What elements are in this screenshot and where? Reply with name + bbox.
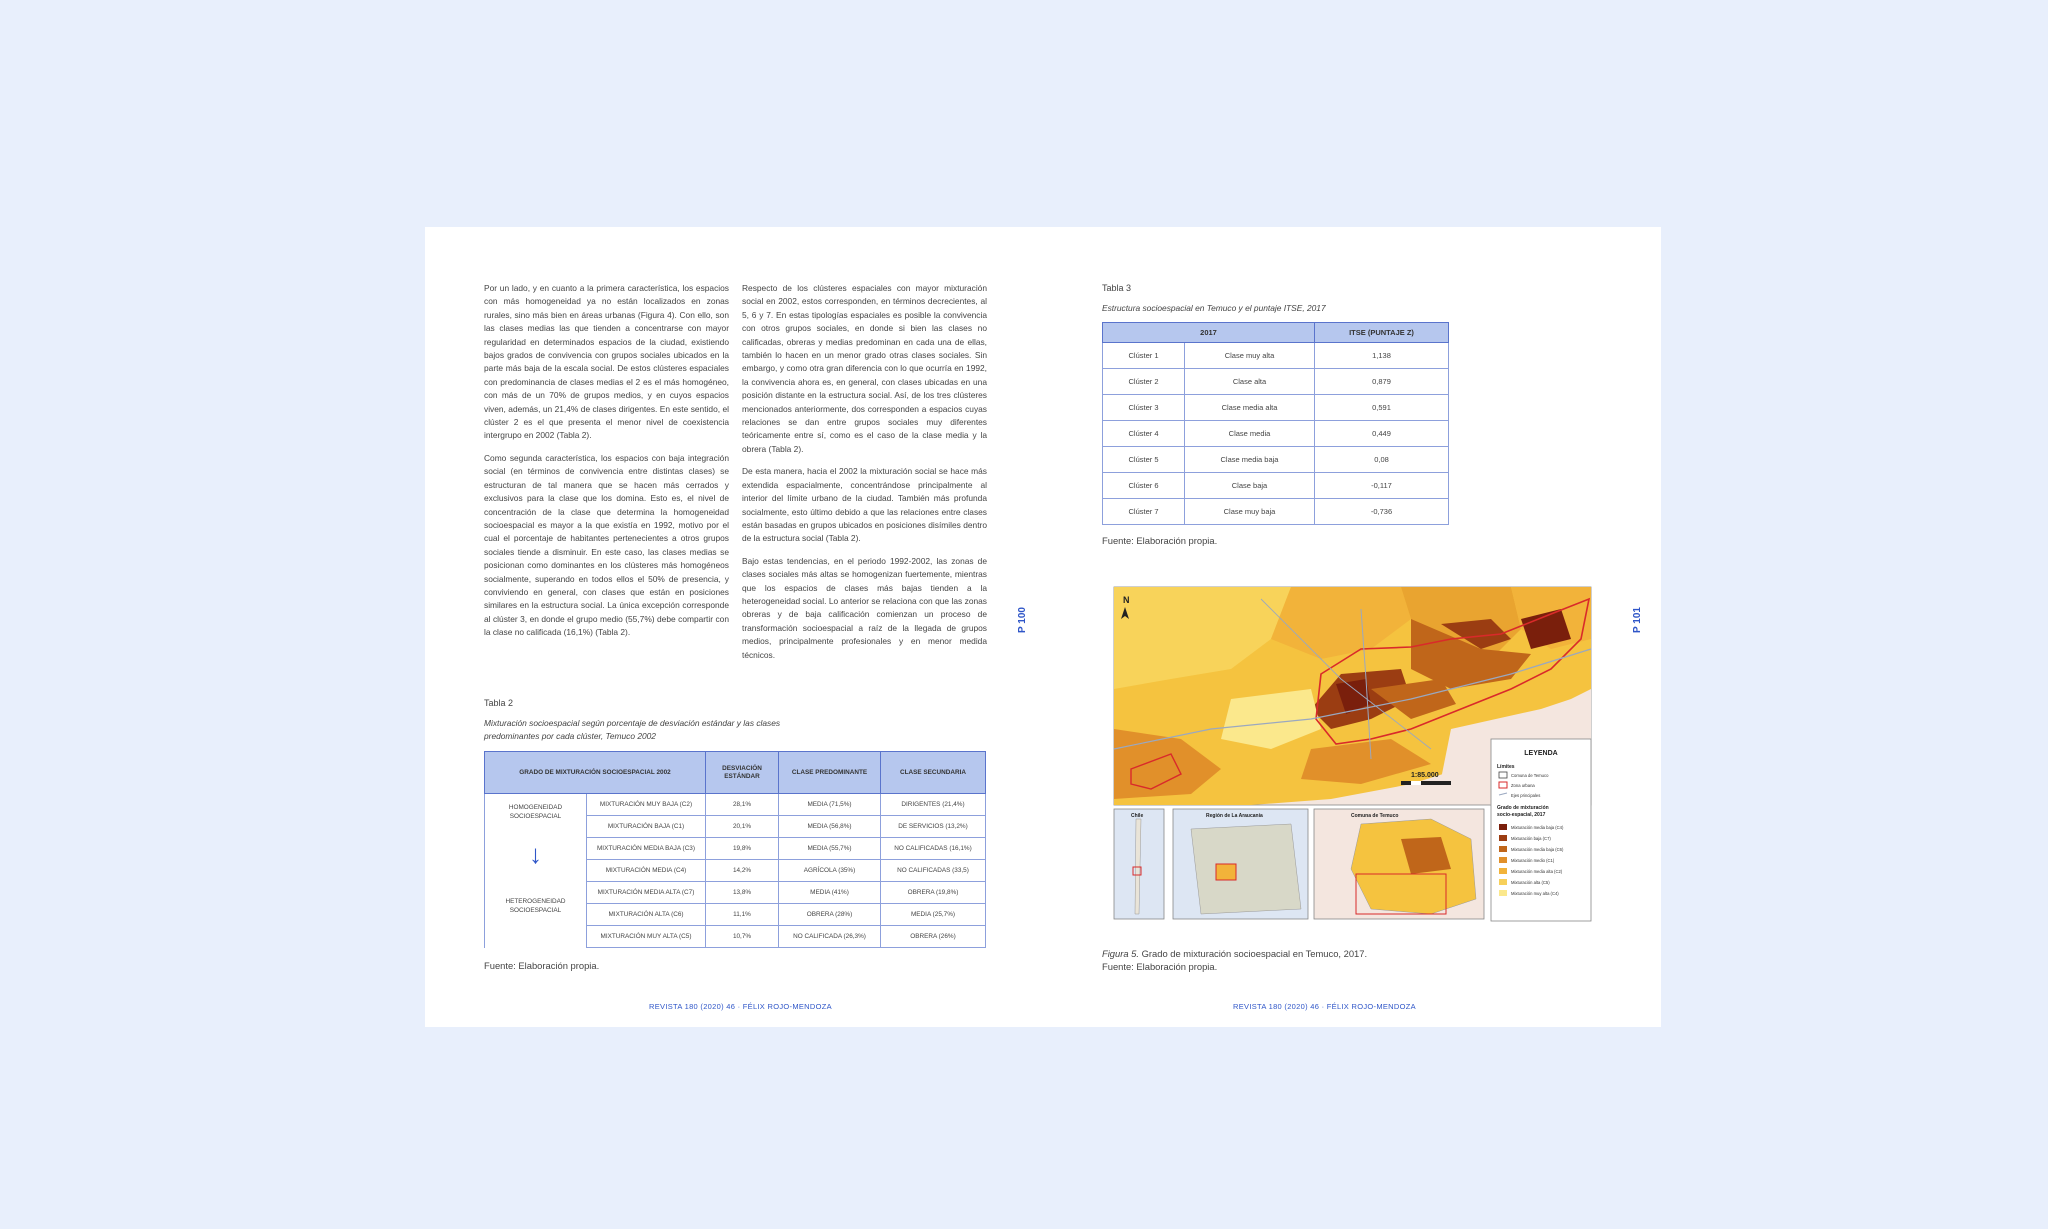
- table-cell: NO CALIFICADAS (33,5): [881, 860, 986, 882]
- figure-label: Figura 5.: [1102, 948, 1139, 959]
- table-cell: OBRERA (19,8%): [881, 882, 986, 904]
- table-3-source: Fuente: Elaboración propia.: [1102, 535, 1218, 546]
- table-cell: AGRÍCOLA (35%): [779, 860, 881, 882]
- table-cell: Clase muy baja: [1185, 499, 1315, 525]
- table-cell: 0,591: [1315, 395, 1449, 421]
- legend-grade-title-line: socio-espacial, 2017: [1497, 812, 1546, 818]
- legend-swatch: [1499, 890, 1507, 896]
- table-cell: 1,138: [1315, 343, 1449, 369]
- table-cell: DE SERVICIOS (13,2%): [881, 816, 986, 838]
- arrow-down-icon: ↓: [529, 839, 542, 869]
- table-3: [1102, 322, 1449, 525]
- table-cell: Clase media alta: [1185, 395, 1315, 421]
- legend-item: Mixturación muy alta (C4): [1511, 891, 1559, 896]
- legend-title: LEYENDA: [1524, 750, 1558, 757]
- map-legend: [1491, 739, 1591, 921]
- table-cell: 19,8%: [706, 838, 779, 860]
- legend-item: Zona urbana: [1511, 783, 1535, 788]
- legend-grade-title: [1497, 805, 1550, 818]
- legend-item: Comuna de Temuco: [1511, 773, 1549, 778]
- text-column-1: [484, 282, 729, 649]
- table-cell: Clase baja: [1185, 473, 1315, 499]
- legend-swatch: [1499, 857, 1507, 863]
- inset-region: [1173, 809, 1308, 919]
- table-cell: Clase alta: [1185, 369, 1315, 395]
- legend-item: Mixturación media baja (C6): [1511, 847, 1564, 852]
- table-cell: 0,08: [1315, 447, 1449, 473]
- table-2-source: Fuente: Elaboración propia.: [484, 960, 600, 971]
- table-row: [1103, 473, 1449, 499]
- legend-swatch: [1499, 824, 1507, 830]
- page-number: P 101: [1632, 607, 1643, 633]
- table-header: GRADO DE MIXTURACIÓN SOCIOESPACIAL 2002: [485, 752, 706, 794]
- region-shape: [1191, 824, 1301, 914]
- table-row: [1103, 369, 1449, 395]
- table-cell: Clúster 5: [1103, 447, 1185, 473]
- table-header: DESVIACIÓN ESTÁNDAR: [706, 752, 779, 794]
- scale-label: 1:85.000: [1411, 772, 1439, 779]
- inset-title: Chile: [1131, 813, 1144, 819]
- inset-comuna: [1314, 809, 1484, 919]
- legend-limits-title: Límites: [1497, 764, 1515, 770]
- legend-swatch: [1499, 846, 1507, 852]
- table-cell: MEDIA (56,8%): [779, 816, 881, 838]
- table-cell: MIXTURACIÓN ALTA (C6): [587, 904, 706, 926]
- inset-title: Región de La Araucanía: [1206, 813, 1263, 819]
- legend-swatch: [1499, 868, 1507, 874]
- legend-item: Mixturación baja (C7): [1511, 836, 1551, 841]
- table-header: ITSE (PUNTAJE Z): [1315, 323, 1449, 343]
- table-cell: MIXTURACIÓN MEDIA BAJA (C3): [587, 838, 706, 860]
- table-header: CLASE SECUNDARIA: [881, 752, 986, 794]
- table-cell: Clase muy alta: [1185, 343, 1315, 369]
- table-cell: 0,879: [1315, 369, 1449, 395]
- paragraph: Bajo estas tendencias, en el periodo 1992-2002, las zonas de clases sociales más altas se homogenizan fuertemente, mientras que los espacios de clases más bajas tienden a la heterogeneidad social. Lo anterior se relaciona con que las zonas obreras y de baja calificación comienzan un proceso de transformación socioespacial a raíz de la llegada de grupos medios, principalmente profesionales y en menor medida técnicos.: [742, 555, 987, 660]
- inset-title: Comuna de Temuco: [1351, 813, 1399, 819]
- table-cell: 11,1%: [706, 904, 779, 926]
- table-row: [1103, 499, 1449, 525]
- legend-grade-title-line: Grado de mixturación: [1497, 805, 1549, 811]
- table-cell: 10,7%: [706, 926, 779, 948]
- table-header-row: [1103, 323, 1449, 343]
- table-cell: DIRIGENTES (21,4%): [881, 794, 986, 816]
- figure-source: Fuente: Elaboración propia.: [1102, 961, 1218, 972]
- table-3-label: Tabla 3: [1102, 283, 1132, 293]
- table-cell: Clúster 2: [1103, 369, 1185, 395]
- table-cell: Clúster 4: [1103, 421, 1185, 447]
- table-cell: MIXTURACIÓN MUY ALTA (C5): [587, 926, 706, 948]
- table-cell: 28,1%: [706, 794, 779, 816]
- group-bottom-label: HETEROGENEIDAD SOCIOESPACIAL: [505, 898, 566, 914]
- table-2-label: Tabla 2: [484, 698, 514, 708]
- paragraph: Como segunda característica, los espacios con baja integración social (en términos de convivencia entre distintas clases) se estructuran de tal manera que se hacen más cerrados y exclusivos para la clase que los domina. Esto es, el nivel de concentración de la clase que determina la homogeneidad socioespacial es mayor a la que existía en 1992, motivo por el cual el porcentaje de habitantes pertenecientes a otros grupos sociales tiende a disminuir. En este caso, las clases medias se posicionan como dominantes en los clústeres más homogéneos socialmente, superando en todos ellos el 50% de presencia, y conviviendo en general, con clases que están en posiciones similares en la estructura social. La única excepción corresponde al clúster 3, en donde el grupo medio (55,7%) debe compartir con la clase no calificada (16,1%) (Tabla 2).: [484, 452, 729, 638]
- table-cell: 0,449: [1315, 421, 1449, 447]
- table-cell: MEDIA (71,5%): [779, 794, 881, 816]
- table-cell: -0,736: [1315, 499, 1449, 525]
- table-cell: MIXTURACIÓN MEDIA (C4): [587, 860, 706, 882]
- table-3-title: Estructura socioespacial en Temuco y el puntaje ITSE, 2017: [1102, 303, 1326, 313]
- locator-box: [1216, 864, 1236, 880]
- table-cell: Clúster 6: [1103, 473, 1185, 499]
- homogeneity-gradient: [485, 794, 587, 948]
- paragraph: Por un lado, y en cuanto a la primera característica, los espacios con más homogeneidad ya no están localizados en zonas rurales, sino más bien en áreas urbanas (Figura 4). Con ello, son las clases medias las que tienden a concentrarse con mayor regularidad en determinados espacios de la ciudad, existiendo bajos grados de convivencia con grupos sociales ubicados en la parte más baja de la escala social. De estos clústeres espaciales con predominancia de clases medias el 2 es el más homogéneo, con más de un 70% de grupos medios, y en cuyos espacios viven, además, un 21,4% de clases dirigentes. En este sentido, el clúster 2 es el que presenta el menor nivel de coexistencia intergrupo en 2002 (Tabla 2).: [484, 283, 729, 441]
- table-row: [485, 794, 986, 816]
- table-cell: OBRERA (28%): [779, 904, 881, 926]
- table-cell: Clase media: [1185, 421, 1315, 447]
- scale-bar: [1401, 781, 1451, 785]
- table-2-title: Mixturación socioespacial según porcentaje de desviación estándar y las clases predominantes por cada clúster, Temuco 2002: [484, 718, 781, 741]
- legend-swatch: [1499, 879, 1507, 885]
- table-header: 2017: [1103, 323, 1315, 343]
- legend-item: Mixturación medio (C1): [1511, 858, 1555, 863]
- table-cell: MIXTURACIÓN MUY BAJA (C2): [587, 794, 706, 816]
- table-row: [1103, 395, 1449, 421]
- table-cell: 14,2%: [706, 860, 779, 882]
- page-101: [1043, 227, 1661, 1027]
- table-header: CLASE PREDOMINANTE: [779, 752, 881, 794]
- paragraph: De esta manera, hacia el 2002 la mixturación social se hace más extendida espacialmente, concentrándose principalmente al interior del límite urbano de la ciudad. También más profunda socialmente, esto último debido a que las relaciones entre clases están basadas en grupos ubicados en posiciones disímiles dentro de la estructura social (Tabla 2).: [742, 466, 987, 544]
- group-top-label: HOMOGENEIDAD SOCIOESPACIAL: [508, 804, 563, 820]
- page-number: P 100: [1017, 607, 1028, 633]
- legend-item: Mixturación media alta (C2): [1511, 869, 1563, 874]
- table-cell: 20,1%: [706, 816, 779, 838]
- table-cell: NO CALIFICADAS (16,1%): [881, 838, 986, 860]
- table-cell: Clúster 1: [1103, 343, 1185, 369]
- table-row: [1103, 343, 1449, 369]
- figure-caption-text: Grado de mixturación socioespacial en Temuco, 2017.: [1141, 948, 1368, 959]
- table-2: [484, 751, 986, 948]
- table-cell: NO CALIFICADA (26,3%): [779, 926, 881, 948]
- page-100: [425, 227, 1043, 1027]
- book-spread: [425, 227, 1661, 1027]
- table-cell: Clúster 7: [1103, 499, 1185, 525]
- table-cell: MIXTURACIÓN MEDIA ALTA (C7): [587, 882, 706, 904]
- table-header-row: [485, 752, 986, 794]
- page-footer: REVISTA 180 (2020) 46 · FÉLIX ROJO-MENDOZA: [1233, 1002, 1416, 1011]
- table-row: [1103, 421, 1449, 447]
- table-cell: Clúster 3: [1103, 395, 1185, 421]
- table-row: [1103, 447, 1449, 473]
- temuco-mixturation-map: [1111, 579, 1611, 927]
- table-cell: MEDIA (41%): [779, 882, 881, 904]
- table-cell: MEDIA (25,7%): [881, 904, 986, 926]
- figure-caption: [1102, 948, 1367, 959]
- north-label: N: [1123, 595, 1130, 605]
- legend-item: Ejes principales: [1511, 793, 1541, 798]
- table-cell: 13,8%: [706, 882, 779, 904]
- table-cell: OBRERA (26%): [881, 926, 986, 948]
- page-footer: REVISTA 180 (2020) 46 · FÉLIX ROJO-MENDOZA: [649, 1002, 832, 1011]
- legend-swatch: [1499, 835, 1507, 841]
- scale-bar: [1411, 781, 1421, 785]
- text-column-2: [742, 282, 987, 671]
- legend-item: Mixturación media baja (C4): [1511, 825, 1564, 830]
- paragraph: Respecto de los clústeres espaciales con mayor mixturación social en 2002, estos corresponden, en términos decrecientes, al 5, 6 y 7. En estas tipologías espaciales es posible la convivencia con otros grupos sociales, en donde si bien las clases no calificadas, obreras y medias predominan en cada una de ellas, también lo hacen en un menor grado otras clases sociales. Sin embargo, y como otra gran diferencia con lo que ocurría en 1992, la convivencia ahora es, en general, con clases ubicadas en una posición distante en la estructura social. Así, de los tres clústeres mencionados anteriormente, dos corresponden a espacios cuyas relaciones se dan entre grupos sociales muy diferentes teóricamente entre sí, como es el caso de la clase media y la obrera (Tabla 2).: [742, 283, 987, 454]
- table-cell: MEDIA (55,7%): [779, 838, 881, 860]
- table-cell: -0,117: [1315, 473, 1449, 499]
- table-cell: MIXTURACIÓN BAJA (C1): [587, 816, 706, 838]
- table-cell: Clase media baja: [1185, 447, 1315, 473]
- inset-chile: [1114, 809, 1164, 919]
- legend-item: Mixturación alta (C5): [1511, 880, 1550, 885]
